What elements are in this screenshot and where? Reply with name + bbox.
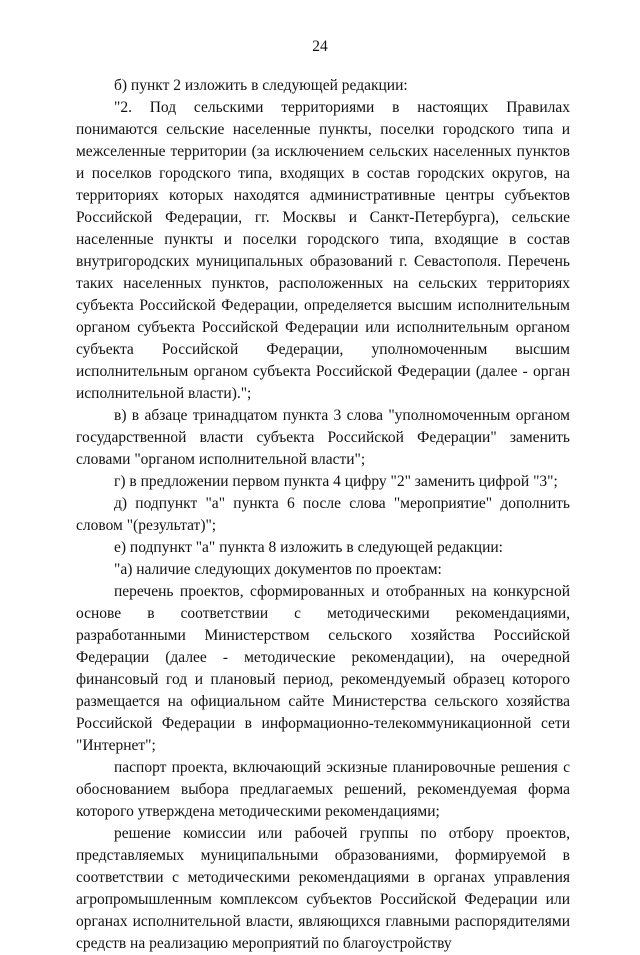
paragraph-subitem-a: "а) наличие следующих документов по проектам: <box>114 561 442 578</box>
paragraph-project-list: перечень проектов, сформированных и отобранных на конкурсной основе в соответствии с методическими рекомендациями, разработанными Министерством сельского хозяйства Российской Федерации (далее - методические рекомендации), на очередной финансовый год и плановый период, рекомендуемый образец которого размещается на официальном сайте Министерства сельского хозяйства Российской Федерации в информационно-телекоммуникационной сети "Интернет"; <box>76 583 570 754</box>
document-body <box>76 75 570 955</box>
paragraph-item-g: г) в предложении первом пункта 4 цифру "2" заменить цифрой "3"; <box>114 473 558 490</box>
paragraph-project-passport: паспорт проекта, включающий эскизные планировочные решения с обоснованием выбора предлагаемых решений, рекомендуемая форма которого утверждена методическими рекомендациями; <box>76 759 570 820</box>
paragraph-item-v: в) в абзаце тринадцатом пункта 3 слова "уполномоченным органом государственной власти субъекта Российской Федерации" заменить словами "органом исполнительной власти"; <box>76 407 570 468</box>
paragraph-item-e: е) подпункт "а" пункта 8 изложить в следующей редакции: <box>114 539 503 556</box>
paragraph-item-b: б) пункт 2 изложить в следующей редакции: <box>114 77 408 94</box>
page-number: 24 <box>312 38 328 55</box>
paragraph-rural-territories-definition: "2. Под сельскими территориями в настоящих Правилах понимаются сельские населенные пункты, поселки городского типа и межселенные территории (за исключением сельских населенных пунктов и поселков городского типа, входящих в состав городских округов, на территориях которых находятся административные центры субъектов Российской Федерации, гг. Москвы и Санкт-Петербурга), сельские населенные пункты и поселки городского типа, входящие в состав внутригородских муниципальных образований г. Севастополя. Перечень таких населенных пунктов, расположенных на сельских территориях субъекта Российской Федерации, определяется высшим исполнительным органом субъекта Российской Федерации или исполнительным органом субъекта Российской Федерации, уполномоченным высшим исполнительным органом субъекта Российской Федерации (далее - орган исполнительной власти)."; <box>76 99 570 402</box>
paragraph-commission-decision: решение комиссии или рабочей группы по отбору проектов, представляемых муниципальными образованиями, формируемой в соответствии с методическими рекомендациями в органах управления агропромышленным комплексом субъектов Российской Федерации или органах исполнительной власти, являющихся главными распорядителями средств на реализацию мероприятий по благоустройству <box>76 825 570 952</box>
paragraph-item-d: д) подпункт "а" пункта 6 после слова "мероприятие" дополнить словом "(результат)"; <box>76 495 570 534</box>
